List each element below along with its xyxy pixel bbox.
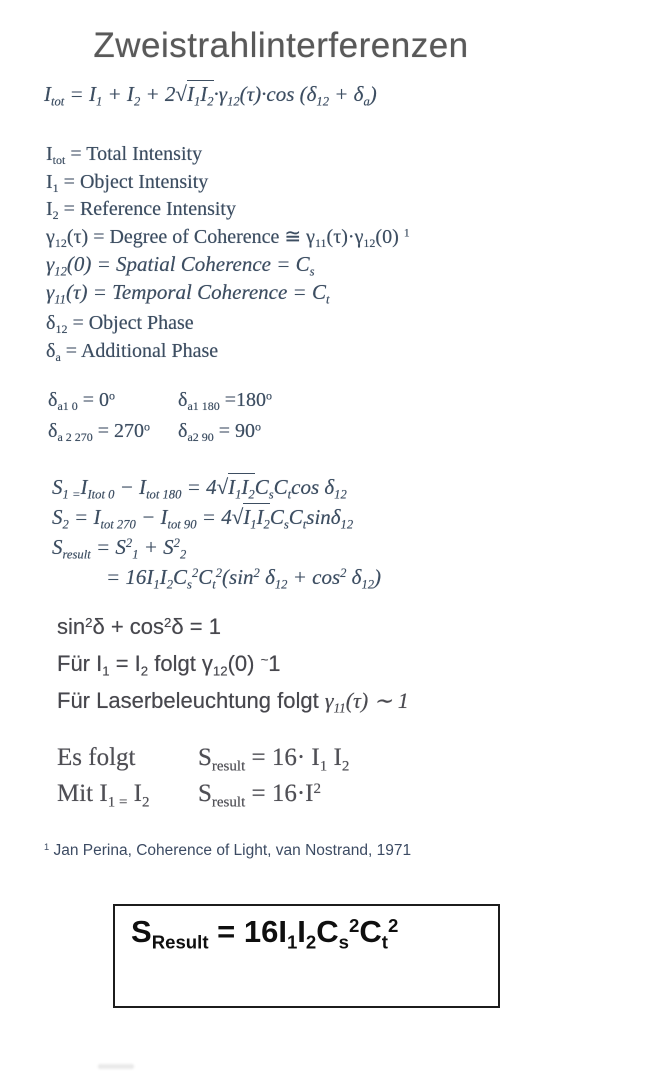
equation-s2: $S_2 = I_{tot 270} - I_{tot 90} = 4√I_1I_2C_sC_t\sin\delta_{12}$ [52, 505, 354, 532]
trig-identity: $\sin^2\delta + \cos^2\delta = 1$ [57, 614, 221, 639]
page-title: Zweistrahlinterferenzen [93, 26, 469, 65]
equation-s1: $S_{1 =}I_{Itot 0} - I_{tot 180} = 4√I_1I_2C_sC_t\cos$ $\delta_{12}$ [52, 475, 347, 502]
condition-laser-math: $\gamma_{11}(\tau)$ ∼ 1 [324, 688, 409, 716]
definitions-list [46, 141, 410, 365]
result-row-1 [57, 740, 349, 776]
results-block [57, 740, 349, 812]
def-spatial-coherence: $\gamma_{12}(0)$ = Spatial Coherence = $C_s$ [46, 252, 315, 279]
condition-equal-intensities: Für $I_1 = I_2$ folgt $\gamma_{12}(0)$ ~1 [57, 651, 281, 679]
phase-settings [48, 385, 272, 447]
def-i1: $I_1$ = Object Intensity [46, 170, 209, 195]
def-additional-phase: $\delta_a$ = Additional Phase [46, 339, 219, 364]
scan-artifact [98, 1064, 134, 1069]
signal-equations [52, 472, 381, 592]
identities-block [57, 608, 409, 719]
equation-sresult-expanded: = $16I_1I_2C_s^2C_t^2(\sin^2$ $\delta_{12} + \cos^2 \delta_{12}$) [106, 565, 382, 592]
phase-a1-0: $\delta_{a1 0} = 0^o$ [48, 388, 116, 414]
condition-laser [57, 682, 409, 719]
result-row-2 [57, 776, 349, 812]
formula-total-intensity: $I_{tot} = I_1 + I_2 + 2√I_1I_2\cdot\gamma_{12}(\tau)\cdot\cos$ $(\delta_{12} + \delta_a)$ [44, 82, 377, 109]
def-gamma12: $\gamma_{12}(\tau)$ = Degree of Coherence ≅ $\gamma_{11}(\tau)\cdot\gamma_{12}(0)$ $^1$ [46, 224, 410, 250]
phase-a2-270: $\delta_{a 2 270} = 270^o$ [48, 419, 151, 445]
boxed-result-formula: $S_{Result} = 16I_1I_2C_s^2C_t^2$ [131, 914, 399, 953]
def-object-phase: $\delta_{12}$ = Object Phase [46, 312, 194, 337]
result-formula-1: $S_{result} = 16\cdot I_1$ $I_2$ [198, 744, 350, 775]
result-formula-2: $S_{result} = 16\cdot I^2$ [198, 780, 321, 811]
result-label-es-folgt: Es folgt [57, 744, 136, 771]
result-label-mit: Mit $I_{1 =}$ $I_2$ [57, 780, 150, 811]
def-i2: $I_2$ = Reference Intensity [46, 198, 236, 223]
def-temporal-coherence: $\gamma_{11}(\tau)$ = Temporal Coherence = $C_t$ [46, 279, 330, 306]
phase-a2-90: $\delta_{a2 90} = 90^o$ [178, 419, 262, 445]
condition-laser-text: Für Laserbeleuchtung folgt [57, 688, 325, 713]
def-itot: $I_{tot}$ = Total Intensity [46, 143, 203, 168]
footnote-reference: $^1$ Jan Perina, Coherence of Light, van Nostrand, 1971 [44, 841, 412, 859]
phase-row-2 [48, 416, 272, 447]
phase-row-1 [48, 385, 272, 416]
final-result-box [113, 904, 500, 1008]
equation-sresult: $S_{result} = S^2_1 + S^2_2$ [52, 535, 187, 562]
phase-a1-180: $\delta_{a1 180} =180^o$ [178, 388, 273, 414]
